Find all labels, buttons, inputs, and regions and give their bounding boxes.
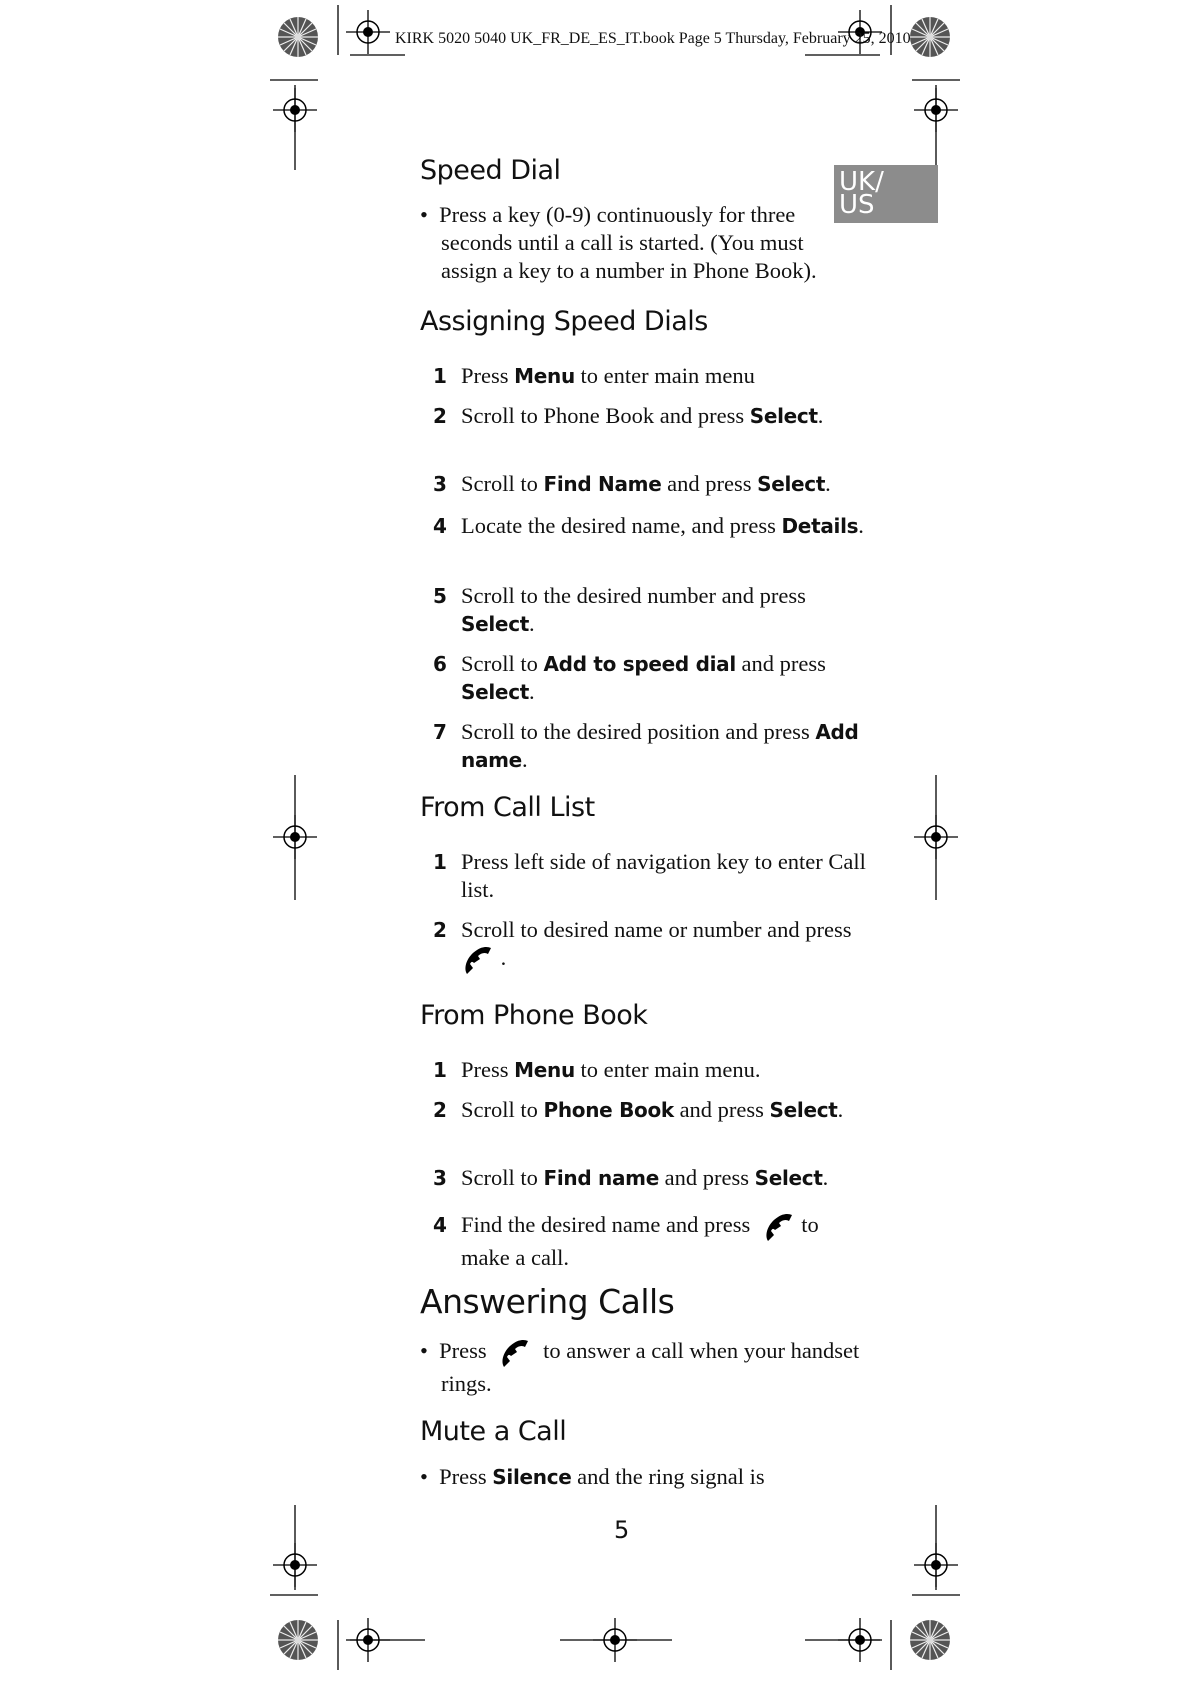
crosshair-icon [273, 1543, 317, 1587]
phone-book-heading: From Phone Book [420, 1000, 648, 1031]
phone-book-step-2 [433, 1096, 871, 1124]
page-number: 5 [614, 1516, 630, 1544]
speed-dial-text: Press a key (0-9) continuously for three seconds until a call is started. (You must assign a key to a number in Phone Book). [439, 202, 817, 283]
crosshair-icon [273, 88, 317, 132]
step-number: 1 [433, 364, 447, 388]
ui-label: Select [461, 612, 530, 636]
step-text: Press [461, 1057, 515, 1082]
step-text: . [825, 471, 831, 496]
call-list-step-2 [433, 916, 871, 976]
ui-label: Silence [492, 1465, 572, 1489]
step-text: . [500, 945, 507, 971]
step-text: . [822, 1165, 829, 1190]
crosshair-icon [593, 1618, 637, 1662]
step-number: 1 [433, 850, 447, 874]
step-text: . [529, 611, 535, 636]
print-header: KIRK 5020 5040 UK_FR_DE_ES_IT.book Page 5 Thursday, February 25, 2010 [395, 30, 911, 47]
handset-icon [461, 944, 495, 976]
step-number: 3 [433, 1166, 447, 1190]
step-text: . [858, 513, 864, 538]
crosshair-icon [914, 88, 958, 132]
ui-label: Phone Book [543, 1098, 674, 1122]
call-list-step-1 [433, 848, 871, 903]
handset-icon [762, 1211, 796, 1243]
step-number: 2 [433, 1098, 447, 1122]
ui-label: Find name [543, 1166, 659, 1190]
step-text: Scroll to [461, 471, 544, 496]
phone-book-step-1 [433, 1056, 871, 1084]
step-text: Press left side of navigation key to enter Call list. [461, 849, 866, 902]
step-text: and press [658, 1165, 755, 1190]
step-number: 2 [433, 404, 447, 428]
language-tab-line2: US [839, 190, 875, 220]
step-text: Scroll to desired name or number and press [461, 917, 852, 942]
assign-step-6 [433, 650, 871, 706]
step-number: 7 [433, 720, 447, 744]
step-number: 1 [433, 1058, 447, 1082]
step-text: Scroll to [461, 1165, 544, 1190]
ui-label: Add to speed dial [543, 652, 736, 676]
starburst-icon [278, 17, 318, 57]
step-number: 6 [433, 652, 447, 676]
ui-label: Select [754, 1166, 823, 1190]
step-text: . [817, 403, 824, 428]
step-text: Scroll to [461, 1097, 544, 1122]
step-text: . [837, 1097, 844, 1122]
starburst-icon [910, 1620, 950, 1660]
step-text: and press [673, 1097, 770, 1122]
step-text: and press [735, 651, 826, 676]
crosshair-icon [346, 10, 390, 54]
step-text: to enter main menu. [574, 1057, 761, 1082]
bullet-text: Press [439, 1464, 493, 1489]
speed-dial-bullet: • Press a key (0-9) continuously for three seconds until a call is started. (You must assign a key to a number in Phone Book). [420, 202, 817, 283]
ui-label: Menu [514, 364, 575, 388]
bullet-text: Press [439, 1338, 487, 1363]
step-number: 4 [433, 1213, 447, 1237]
assign-step-4 [433, 512, 871, 540]
answering-heading: Answering Calls [420, 1282, 675, 1321]
assign-step-1 [433, 362, 871, 390]
assign-step-3 [433, 470, 881, 498]
assigning-heading: Assigning Speed Dials [420, 306, 708, 337]
step-text: to make a call. [461, 1212, 819, 1270]
ui-label: Menu [514, 1058, 575, 1082]
handset-icon [498, 1337, 532, 1369]
step-text: and press [661, 471, 758, 496]
assign-step-2 [433, 402, 871, 430]
step-text: . [521, 747, 528, 772]
answering-bullet: • Press to answer a call when your handset rings. [420, 1338, 860, 1396]
ui-label: Details [781, 514, 859, 538]
phone-book-step-3 [433, 1164, 881, 1192]
crosshair-icon [346, 1618, 390, 1662]
ui-label: Add name [461, 720, 859, 772]
step-text: Scroll to the desired number and press [461, 583, 806, 608]
assign-step-5 [433, 582, 871, 638]
step-text: Scroll to Phone Book and press [461, 403, 750, 428]
step-number: 4 [433, 514, 447, 538]
mute-bullet: • Press Silence and the ring signal is [420, 1464, 765, 1489]
crosshair-icon [273, 815, 317, 859]
step-text: Scroll to [461, 651, 544, 676]
ui-label: Select [769, 1098, 838, 1122]
starburst-icon [910, 17, 950, 57]
ui-label: Select [461, 680, 530, 704]
assign-step-7 [433, 718, 871, 774]
ui-label: Select [757, 472, 826, 496]
step-number: 3 [433, 472, 447, 496]
step-number: 2 [433, 918, 447, 942]
ui-label: Select [749, 404, 818, 428]
step-text: to enter main menu [574, 363, 755, 388]
call-list-heading: From Call List [420, 792, 595, 823]
crosshair-icon [838, 1618, 882, 1662]
starburst-icon [278, 1620, 318, 1660]
step-text: Locate the desired name, and press [461, 513, 782, 538]
ui-label: Find Name [543, 472, 662, 496]
crosshair-icon [914, 1543, 958, 1587]
bullet-text: and the ring signal is [571, 1464, 765, 1489]
step-text: Press [461, 363, 515, 388]
language-tab-line1: UK/ [839, 167, 884, 197]
step-number: 5 [433, 584, 447, 608]
mute-heading: Mute a Call [420, 1416, 567, 1447]
crosshair-icon [914, 815, 958, 859]
step-text: Scroll to the desired position and press [461, 719, 816, 744]
phone-book-step-4 [433, 1210, 871, 1273]
step-text: . [529, 679, 535, 704]
bullet-text: to answer a call when your handset rings. [441, 1338, 860, 1396]
step-text: Find the desired name and press [461, 1212, 751, 1237]
speed-dial-heading: Speed Dial [420, 155, 561, 186]
